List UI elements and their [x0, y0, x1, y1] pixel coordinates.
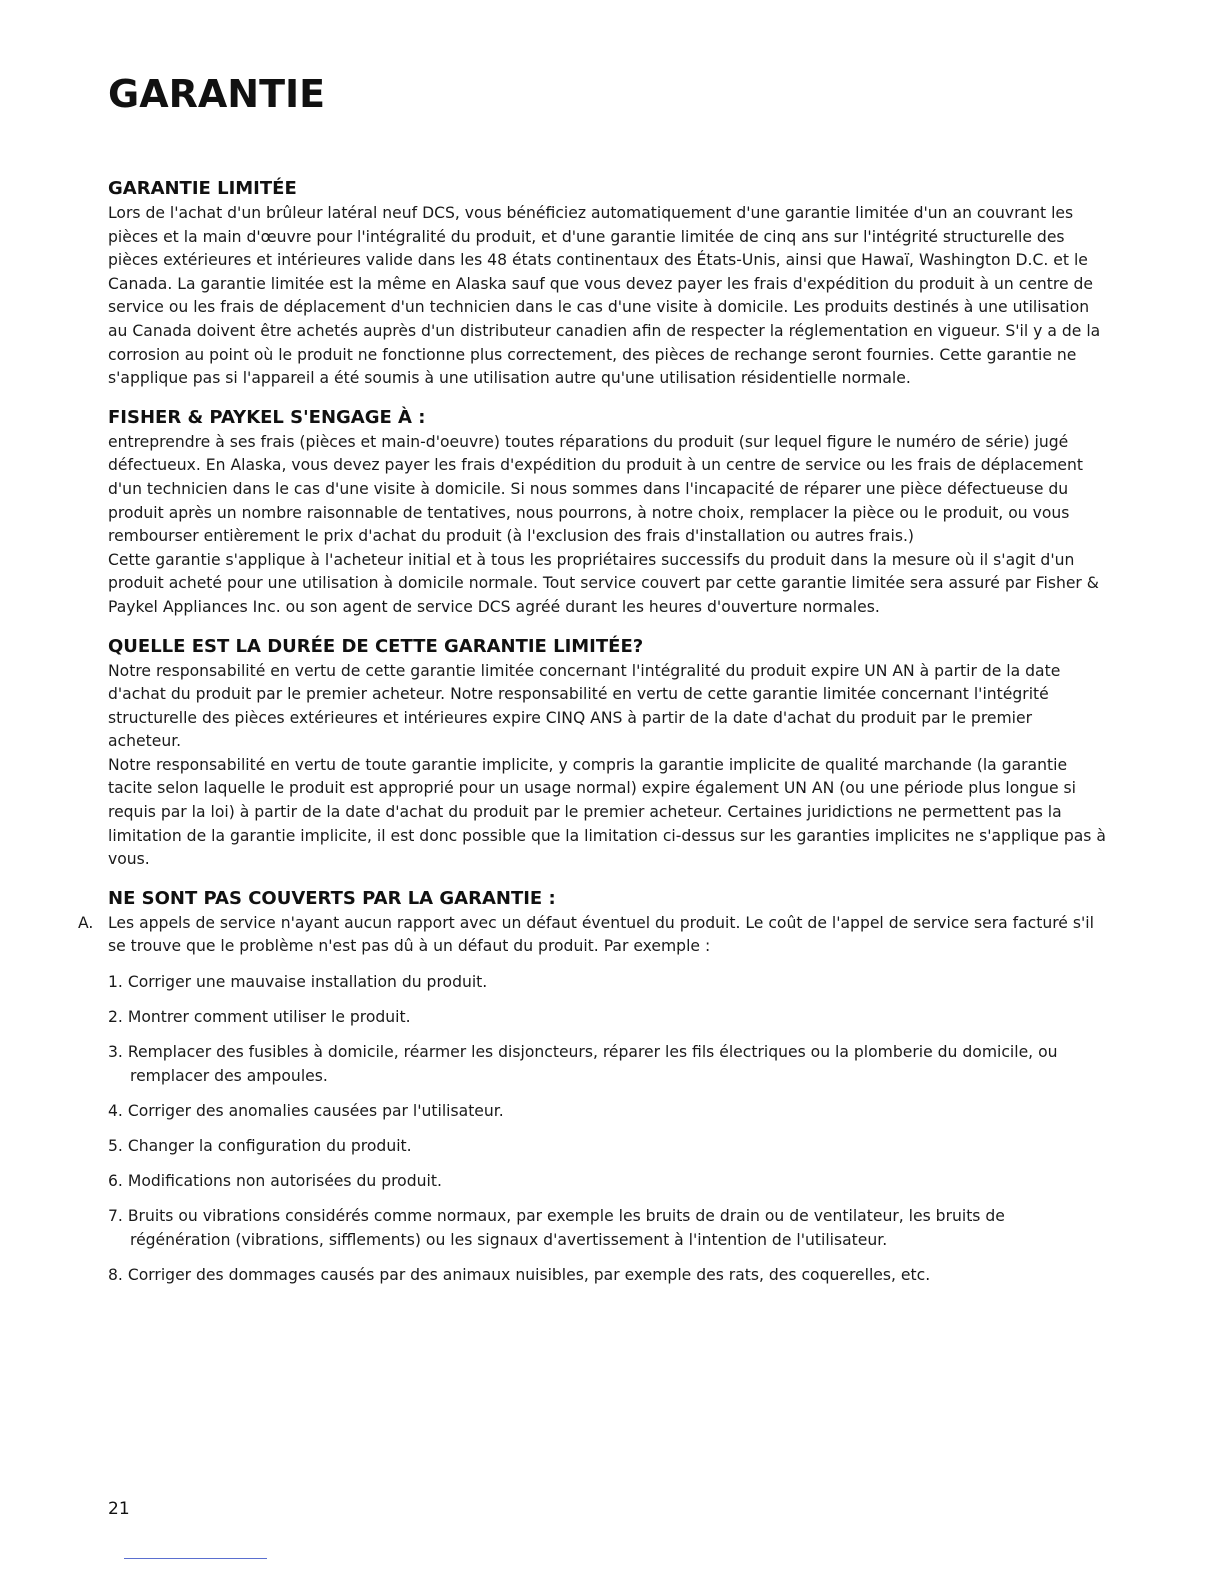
page-content [78, 176, 1108, 1299]
list-item [108, 1170, 1108, 1194]
item-text: Montrer comment utiliser le produit. [127, 1008, 411, 1027]
list-item [108, 1041, 1108, 1088]
item-text: Corriger des anomalies causées par l'utilisateur. [127, 1101, 504, 1120]
item-number: 4. [108, 1101, 123, 1120]
item-number: 8. [108, 1265, 123, 1284]
section-heading: FISHER & PAYKEL S'ENGAGE À : [108, 406, 426, 428]
item-number: 2. [108, 1008, 123, 1027]
item-number: 6. [108, 1172, 123, 1191]
section-paragraph: Lors de l'achat d'un brûleur latéral neuf DCS, vous bénéficiez automatiquement d'une garantie limitée d'un an couvrant les pièces et la main d'œuvre pour l'intégralité du produit, et d'une garantie limitée de cinq ans sur l'intégrité structurelle des pièces extérieures et intérieures valide dans les 48 états continentaux des États-Unis, ainsi que Hawaï, Washington D.C. et le Canada. La garantie limitée est la même en Alaska sauf que vous devez payer les frais d'expédition du produit à un centre de service ou les frais de déplacement d'un technicien dans le cas d'une visite à domicile. Les produits destinés à une utilisation au Canada doivent être achetés auprès d'un distributeur canadien afin de respecter la réglementation en vigueur. S'il y a de la corrosion au point où le produit ne fonctionne plus correctement, des pièces de rechange seront fournies. Cette garantie ne s'applique pas si l'appareil a été soumis à une utilisation autre qu'une utilisation résidentielle normale. [108, 204, 1101, 388]
item-text: Changer la configuration du produit. [127, 1137, 412, 1155]
exclusion-list [108, 971, 1108, 1287]
section-paragraph: Notre responsabilité en vertu de cette garantie limitée concernant l'intégralité du produit expire UN AN à partir de la date d'achat du produit par le premier acheteur. Notre responsabilité en vertu de cette garantie limitée concernant l'intégrité structurelle des pièces extérieures et intérieures expire CINQ ANS à partir de la date d'achat du produit par le premier acheteur. [108, 661, 1061, 751]
list-item [108, 1205, 1108, 1252]
item-text: Les appels de service n'ayant aucun rapport avec un défaut éventuel du produit. Le coût de l'appel de service sera facturé s'il se trouve que le problème n'est pas dû à un défaut du produit. Par exemple : [108, 913, 1094, 956]
footer-rule [124, 1558, 267, 1559]
item-marker: A. [78, 913, 94, 932]
list-item [108, 1264, 1108, 1288]
item-text: Bruits ou vibrations considérés comme normaux, par exemple les bruits de drain ou de ventilateur, les bruits de régénération (vibrations, sifflements) ou les signaux d'avertissement à l'intention de l'utilisateur. [127, 1207, 1005, 1249]
section-heading: GARANTIE LIMITÉE [108, 178, 297, 199]
item-number: 3. [108, 1043, 123, 1062]
section-paragraph: entreprendre à ses frais (pièces et main-d'oeuvre) toutes réparations du produit (sur lequel figure le numéro de série) jugé défectueux. En Alaska, vous devez payer les frais d'expédition du produit à un centre de service ou les frais de déplacement d'un technicien dans le cas d'une visite à domicile. Si nous sommes dans l'incapacité de réparer une pièce défectueuse du produit après un nombre raisonnable de tentatives, nous pourrons, à notre choix, remplacer la pièce ou le produit, ou vous rembourser entièrement le prix d'achat du produit (à l'exclusion des frais d'installation ou autres frais.) [108, 432, 1084, 546]
exclusion-item-a [78, 912, 1108, 959]
section-duree [108, 634, 1108, 872]
section-heading: NE SONT PAS COUVERTS PAR LA GARANTIE : [108, 887, 556, 909]
section-engagement [108, 405, 1108, 620]
page-number: 21 [108, 1499, 130, 1519]
item-text: Modifications non autorisées du produit. [127, 1172, 442, 1191]
section-garantie-limitee [108, 176, 1108, 391]
item-number: 5. [108, 1137, 123, 1155]
list-item [108, 1006, 1108, 1030]
page-title: GARANTIE [108, 72, 326, 116]
section-paragraph: Notre responsabilité en vertu de toute garantie implicite, y compris la garantie implicite de qualité marchande (la garantie tacite selon laquelle le produit est approprié pour un usage normal) expire également UN AN (ou une période plus longue si requis par la loi) à partir de la date d'achat du produit par le premier acheteur. Certaines juridictions ne permettent pas la limitation de la garantie implicite, il est donc possible que la limitation ci-dessus sur les garanties implicites ne s'applique pas à vous. [108, 755, 1106, 869]
item-number: 1. [108, 973, 123, 992]
list-item [108, 1135, 1108, 1159]
list-item [108, 1100, 1108, 1124]
section-heading: QUELLE EST LA DURÉE DE CETTE GARANTIE LIMITÉE? [108, 635, 644, 657]
item-text: Remplacer des fusibles à domicile, réarmer les disjoncteurs, réparer les fils électriques ou la plomberie du domicile, ou remplacer des ampoules. [127, 1043, 1058, 1085]
item-text: Corriger une mauvaise installation du produit. [127, 973, 488, 992]
section-paragraph: Cette garantie s'applique à l'acheteur initial et à tous les propriétaires successifs du produit dans la mesure où il s'agit d'un produit acheté pour une utilisation à domicile normale. Tout service couvert par cette garantie limitée sera assuré par Fisher & Paykel Appliances Inc. ou son agent de service DCS agréé durant les heures d'ouverture normales. [108, 550, 1099, 616]
section-exclusions [78, 886, 1108, 1288]
item-text: Corriger des dommages causés par des animaux nuisibles, par exemple des rats, des coquerelles, etc. [127, 1265, 931, 1284]
item-number: 7. [108, 1207, 123, 1226]
list-item [108, 971, 1108, 995]
